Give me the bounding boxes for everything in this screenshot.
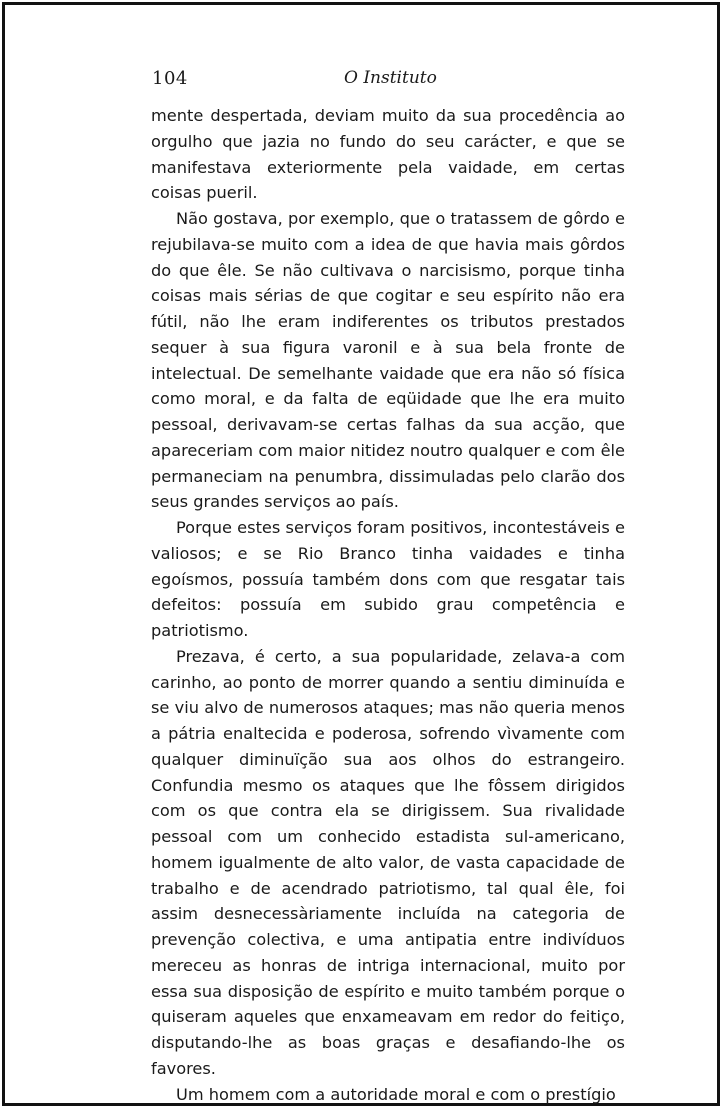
paragraph: Porque estes serviços foram positivos, incontestáveis e valiosos; e se Rio Branco tinha vaidades e tinha egoísmos, possuía também dons com que resgatar tais defeitos: possuía em subido grau competência e patriotismo. <box>151 518 625 640</box>
running-head <box>150 68 624 92</box>
paragraph: Não gostava, por exemplo, que o tratassem de gôrdo e rejubilava-se muito com a idea de que havia mais gôrdos do que êle. Se não cultivava o narcisismo, porque tinha coisas mais sérias de que cogitar e seu espírito não era fútil, não lhe eram indiferentes os tributos prestados sequer à sua figura varonil e à sua bela fronte de intelectual. De semelhante vaidade que era não só física como moral, e da falta de eqüidade que lhe era muito pessoal, derivavam-se certas falhas da sua acção, que apareceriam com maior nitidez noutro qualquer e com êle permaneciam na penumbra, dissimuladas pelo clarão dos seus grandes serviços ao país. <box>151 209 625 512</box>
paragraph: Prezava, é certo, a sua popularidade, zelava-a com carinho, ao ponto de morrer quando a sentiu diminuída e se viu alvo de numerosos ataques; mas não queria menos a pátria enaltecida e poderosa, sofrendo vìvamente com qualquer diminuïção sua aos olhos do estrangeiro. Confundia mesmo os ataques que lhe fôssem dirigidos com os que contra ela se dirigissem. Sua rivalidade pessoal com um conhecido estadista sul-americano, homem igualmente de alto valor, de vasta capacidade de trabalho e de acendrado patriotismo, tal qual êle, foi assim desnecessàriamente incluída na categoria de prevenção colectiva, e uma antipatia entre indivíduos mereceu as honras de intriga internacional, muito por essa sua disposição de espírito e muito também porque o quiseram aqueles que enxameavam em redor do feitiço, disputando-lhe as boas graças e desafiando-lhe os favores. <box>151 646 625 1078</box>
page-number: 104 <box>152 68 188 89</box>
running-title: O Instituto <box>344 68 437 88</box>
paragraph-continuation: mente despertada, deviam muito da sua procedência ao orgulho que jazia no fundo do seu carácter, e que se manifestava exteriormente pela vaidade, em certas coisas pueril. <box>151 106 625 203</box>
paragraph-last-line: Um homem com a autoridade moral e com o prestígio <box>176 1084 616 1104</box>
body-text <box>151 103 625 1107</box>
